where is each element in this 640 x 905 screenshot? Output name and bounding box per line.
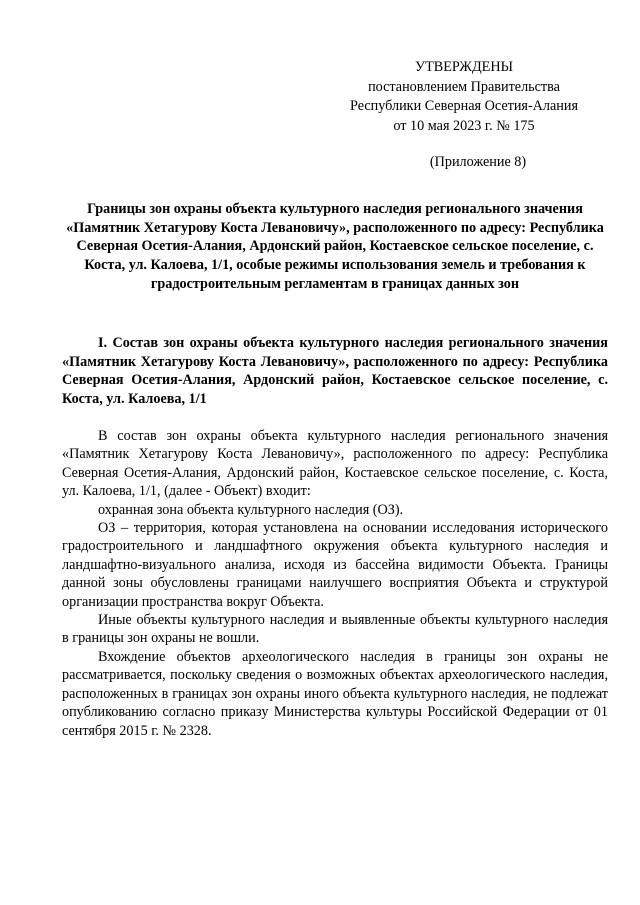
paragraph-oz-definition: ОЗ – территория, которая установлена на основании исследования исторического градостроительного и ландшафтного окружения объекта культурного наследия и ландшафтно-визуального анализа, исходя из бассейна видимости Объекта. Границы данной зоны обусловлены границами наилучшего восприятия Объекта и структурой организации пространства вокруг Объекта.: [62, 520, 608, 610]
approval-date-number: от 10 мая 2023 г. № 175: [393, 117, 535, 134]
section-heading: I. Состав зон охраны объекта культурного наследия регионального значения «Памятник Хетагурову Коста Левановичу», расположенного по адресу: Республика Северная Осетия-Алания, Ардонский район, Костаевское сельское поселение, с. Коста, ул. Калоева, 1/1: [62, 335, 608, 408]
document-title: Границы зон охраны объекта культурного наследия регионального значения «Памятник Хетагурову Коста Левановичу», расположенного по адресу: Республика Северная Осетия-Алания, Ардонский район, Костаевское сельское поселение, с. Коста, ул. Калоева, 1/1, особые режимы использования земель и требования к градостроительным регламентам в границах данных зон: [66, 201, 604, 292]
paragraph-composition: В состав зон охраны объекта культурного наследия регионального значения «Памятник Хетагурову Коста Левановичу», расположенного по адресу: Республика Северная Осетия-Алания, Ардонский район, Костаевское сельское поселение, с. Коста, ул. Калоева, 1/1, (далее - Объект) входит:: [62, 428, 608, 500]
paragraph-archaeology: Вхождение объектов археологического наследия в границы зон охраны не рассматривается, поскольку сведения о возможных объектах археологического наследия, расположенных в границах зон охраны иного объекта культурного наследия, не подлежат опубликованию согласно приказу Министерства культуры Российской Федерации от 01 сентября 2015 г. № 2328.: [62, 648, 608, 739]
annex-label: (Приложение 8): [429, 154, 527, 170]
paragraph-other-objects: Иные объекты культурного наследия и выявленные объекты культурного наследия в границы зон охраны не вошли.: [62, 612, 608, 647]
approval-government: Республики Северная Осетия-Алания: [349, 98, 578, 114]
paragraph-zone-list-item: охранная зона объекта культурного наследия (ОЗ).: [98, 501, 404, 518]
approval-authority: постановлением Правительства: [368, 78, 560, 95]
section-body: [62, 427, 608, 740]
approval-stamp: [320, 58, 608, 173]
approval-heading: УТВЕРЖДЕНЫ: [415, 59, 513, 75]
